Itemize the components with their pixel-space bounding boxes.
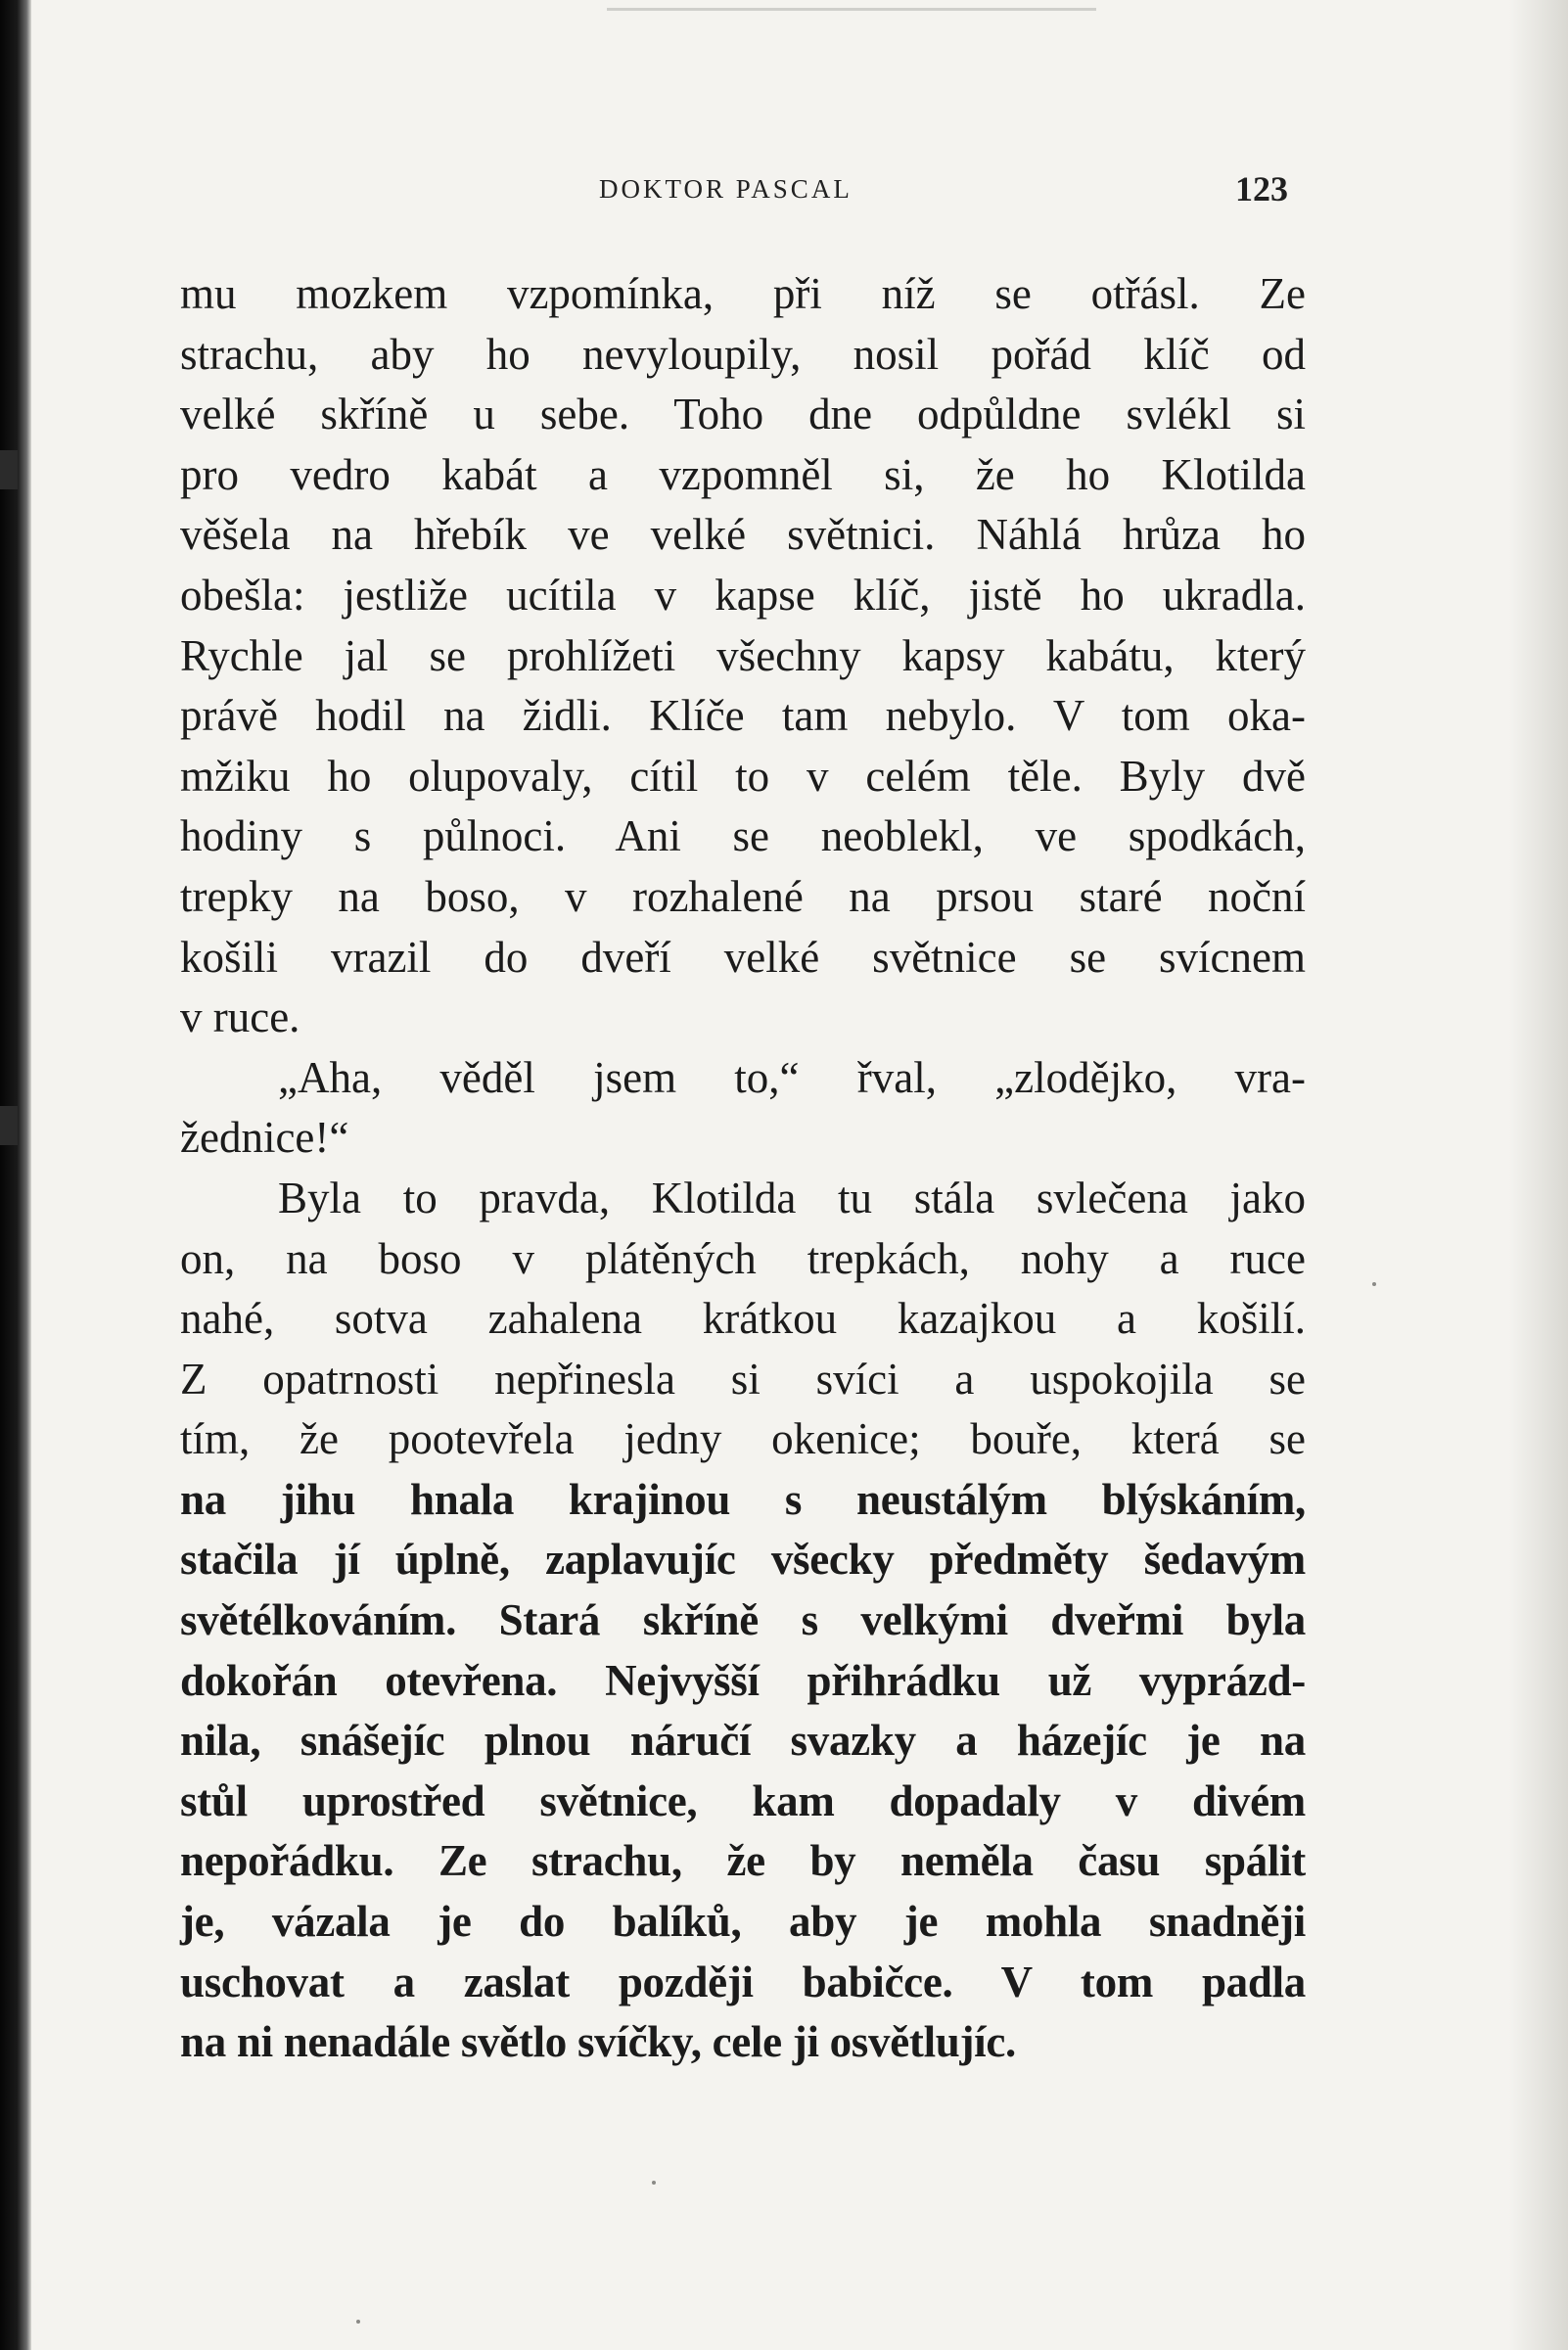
paper-speck (652, 2181, 656, 2185)
text-line: Rychle jal se prohlížeti všechny kapsy kabátu, který (180, 630, 1306, 680)
text-line: trepky na boso, v rozhalené na prsou staré noční (180, 871, 1306, 921)
text-line: na jihu hnala krajinou s neustálým blýskáním, (180, 1474, 1306, 1524)
text-line: obešla: jestliže ucítila v kapse klíč, jistě ho ukradla. (180, 570, 1306, 620)
text-line: je, vázala je do balíků, aby je mohla snadněji (180, 1897, 1306, 1947)
text-line: hodiny s půlnoci. Ani se neoblekl, ve spodkách, (180, 811, 1306, 861)
text-line: strachu, aby ho nevyloupily, nosil pořád klíč od (180, 329, 1306, 379)
text-line: věšela na hřebík ve velké světnici. Náhlá hrůza ho (180, 510, 1306, 560)
text-line: světélkováním. Stará skříně s velkými dveřmi byla (180, 1595, 1306, 1645)
page-edge-shadow (1509, 0, 1568, 2350)
running-head: DOKTOR PASCAL (599, 174, 853, 204)
text-line: košili vrazil do dveří velké světnice se svícnem (180, 932, 1306, 982)
body-text (180, 264, 1306, 2073)
text-line: nepořádku. Ze strachu, že by neměla času spálit (180, 1836, 1306, 1886)
page-header (0, 169, 1568, 213)
text-line: nahé, sotva zahalena krátkou kazajkou a košilí. (180, 1294, 1306, 1344)
text-line: žednice!“ (180, 1113, 349, 1163)
page-number: 123 (1235, 169, 1288, 208)
text-line: Byla to pravda, Klotilda tu stála svlečena jako (278, 1173, 1306, 1222)
text-line: tím, že pootevřela jedny okenice; bouře, která se (180, 1414, 1306, 1464)
text-line: nila, snášejíc plnou náručí svazky a házejíc je na (180, 1716, 1306, 1766)
text-line: velké skříně u sebe. Toho dne odpůldne svlékl si (180, 390, 1306, 439)
binding-edge (0, 0, 31, 2350)
binding-mark (0, 450, 18, 489)
text-line: pro vedro kabát a vzpomněl si, že ho Klotilda (180, 449, 1306, 499)
text-line: právě hodil na židli. Klíče tam nebylo. V tom oka- (180, 691, 1306, 741)
paper-speck (1372, 1282, 1376, 1286)
text-line: on, na boso v plátěných trepkách, nohy a ruce (180, 1233, 1306, 1283)
text-line: na ni nenadále světlo svíčky, cele ji osvětlujíc. (180, 2017, 1017, 2067)
top-edge-rule (607, 8, 1096, 11)
binding-mark (0, 1106, 18, 1145)
text-line: „Aha, věděl jsem to,“ řval, „zlodějko, vra- (278, 1052, 1306, 1102)
text-line: v ruce. (180, 992, 300, 1042)
text-line: stačila jí úplně, zaplavujíc všecky předměty šedavým (180, 1535, 1306, 1585)
text-line: stůl uprostřed světnice, kam dopadaly v divém (180, 1775, 1306, 1825)
paper-speck (356, 2320, 360, 2324)
text-line: mžiku ho olupovaly, cítil to v celém těle. Byly dvě (180, 751, 1306, 801)
text-line: mu mozkem vzpomínka, při níž se otřásl. Ze (180, 269, 1306, 318)
text-line: dokořán otevřena. Nejvyšší přihrádku už vyprázd- (180, 1655, 1306, 1705)
text-line: uschovat a zaslat později babičce. V tom padla (180, 1957, 1306, 2006)
text-line: Z opatrnosti nepřinesla si svíci a uspokojila se (180, 1354, 1306, 1404)
